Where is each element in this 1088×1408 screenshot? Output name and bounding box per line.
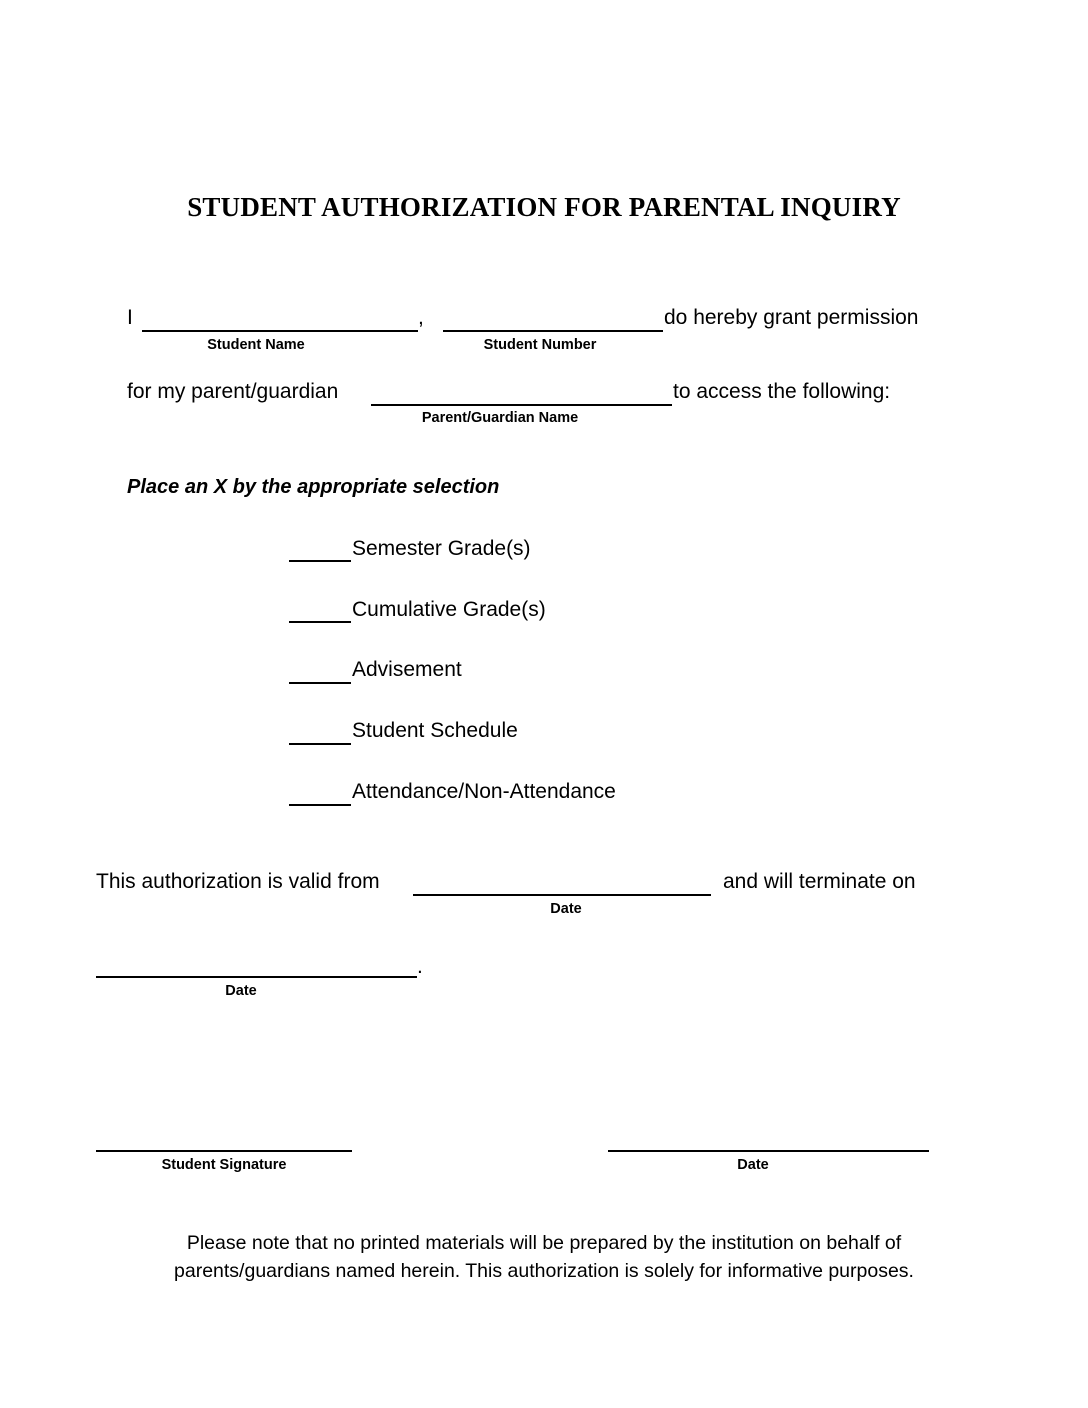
grant-comma: , bbox=[418, 306, 424, 329]
grant-suffix: do hereby grant permission bbox=[664, 306, 919, 329]
student-signature-field[interactable] bbox=[96, 1150, 352, 1152]
end-date-field[interactable] bbox=[96, 976, 417, 978]
option-label-advisement: Advisement bbox=[352, 658, 462, 681]
option-label-attendance: Attendance/Non-Attendance bbox=[352, 780, 616, 803]
end-date-caption: Date bbox=[225, 983, 257, 999]
start-date-caption: Date bbox=[550, 901, 582, 917]
guardian-name-caption: Parent/Guardian Name bbox=[421, 410, 579, 426]
option-blank-schedule[interactable] bbox=[289, 743, 351, 745]
option-blank-semester[interactable] bbox=[289, 560, 351, 562]
end-date-period: . bbox=[417, 955, 423, 978]
option-blank-attendance[interactable] bbox=[289, 804, 351, 806]
guardian-name-field[interactable] bbox=[371, 404, 672, 406]
option-label-semester: Semester Grade(s) bbox=[352, 537, 531, 560]
signature-date-caption: Date bbox=[737, 1157, 769, 1173]
guardian-suffix: to access the following: bbox=[673, 380, 891, 403]
disclaimer-line-2: parents/guardians named herein. This authorization is solely for informative purposes. bbox=[174, 1260, 914, 1282]
guardian-prefix: for my parent/guardian bbox=[127, 380, 339, 403]
selection-instruction: Place an X by the appropriate selection bbox=[127, 476, 500, 498]
student-name-caption: Student Name bbox=[207, 337, 305, 353]
student-number-caption: Student Number bbox=[483, 337, 597, 353]
page-title: STUDENT AUTHORIZATION FOR PARENTAL INQUIRY bbox=[187, 192, 901, 222]
option-blank-cumulative[interactable] bbox=[289, 621, 351, 623]
signature-date-field[interactable] bbox=[608, 1150, 929, 1152]
validity-middle: and will terminate on bbox=[723, 870, 916, 893]
option-label-cumulative: Cumulative Grade(s) bbox=[352, 598, 546, 621]
grant-prefix: I bbox=[127, 306, 133, 329]
student-name-field[interactable] bbox=[142, 330, 418, 332]
option-label-schedule: Student Schedule bbox=[352, 719, 518, 742]
disclaimer-note bbox=[0, 1229, 1088, 1285]
option-blank-advisement[interactable] bbox=[289, 682, 351, 684]
start-date-field[interactable] bbox=[413, 894, 711, 896]
validity-prefix: This authorization is valid from bbox=[96, 870, 380, 893]
disclaimer-line-1: Please note that no printed materials will be prepared by the institution on behalf of bbox=[186, 1232, 902, 1254]
student-number-field[interactable] bbox=[443, 330, 663, 332]
student-signature-caption: Student Signature bbox=[161, 1157, 287, 1173]
